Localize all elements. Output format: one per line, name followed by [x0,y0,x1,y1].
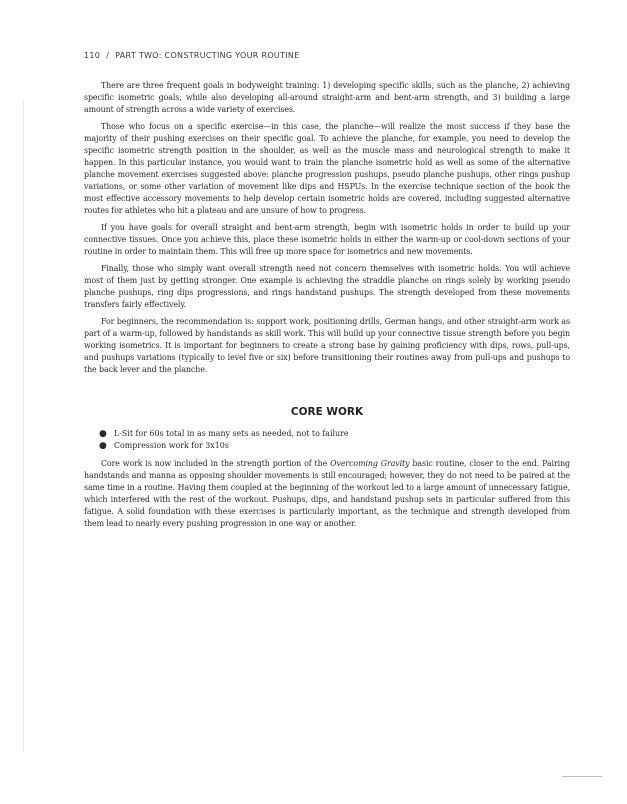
footer-rule [562,776,602,777]
list-item [84,440,570,452]
paragraph [84,458,570,530]
paragraph: Those who focus on a specific exercise—in this case, the planche—will realize the most success if they base the majority of their pushing exercises on their specific goal. To achieve the planche, for example, you need to develop the specific isometric strength position in the shoulder, as well as the muscle mass and neurological strength to make it happen. In this particular instance, you would want to train the planche isometric hold as well as some of the alternative planche movement exercises suggested above: planche progression pushups, pseudo planche pushups, other rings pushup variations, or some other variation of movement like dips and HSPUs. In the exercise technique section of the book the most effective accessory movements to help develop certain isometric holds are covered, including suggested alternative routes for athletes who hit a plateau and are unsure of how to progress. [84,122,570,215]
bullet-icon: ● [99,441,107,451]
list-item-text: L-Sit for 60s total in as many sets as needed, not to failure [114,429,349,438]
paragraph: Finally, those who simply want overall strength need not concern themselves with isometric holds. You will achieve most of them just by getting stronger. One example is achieving the straddle planche on rings solely by working pseudo planche pushups, ring dips progressions, and rings handstand pushups. The strength developed from these movements transfers fairly effectively. [84,264,570,309]
paragraph: There are three frequent goals in bodyweight training: 1) developing specific skills, such as the planche, 2) achieving specific isometric goals, while also developing all-around straight-arm and bent-arm strength, and 3) building a large amount of strength across a wide variety of exercises. [84,81,570,114]
paragraph: If you have goals for overall straight and bent-arm strength, begin with isometric holds in order to build up your connective tissues. Once you achieve this, place these isometric holds in either the warm-up or cool-down sections of your routine in order to maintain them. This will free up more space for isometrics and new movements. [84,223,570,256]
header-separator: / [106,51,110,60]
bullet-list [84,428,570,452]
page-number: 110 [84,51,101,60]
margin-rule [23,100,24,752]
book-title: Overcoming Gravity [330,459,410,468]
list-item-text: Compression work for 3x10s [114,441,229,450]
page-body [84,80,570,535]
paragraph-text: Core work is now included in the strength portion of the [101,459,331,468]
section-title: PART TWO: CONSTRUCTING YOUR ROUTINE [115,51,300,60]
section-heading: CORE WORK [290,406,364,418]
list-item [84,428,570,440]
running-header [84,51,300,60]
paragraph-text: basic routine, closer to the end. Pairing handstands and manna as opposing shoulder movements is still encouraged; however, they do not need to be paired at the same time in a routine. Having them coupled at the beginning of the workout led to a large amount of unnecessary fatigue, which interfered with the rest of the workout. Pushups, dips, and handstand pushup sets in particular suffered from this fatigue. A solid foundation with these exercises is particularly important, as the technique and strength developed from them lead to nearly every pushing progression in one way or another. [84,459,570,528]
bullet-icon: ● [99,429,107,439]
paragraph: For beginners, the recommendation is: support work, positioning drills, German hangs, and other straight-arm work as part of a warm-up, followed by handstands as skill work. This will build up your connective tissue strength before you begin working isometrics. It is important for beginners to create a strong base by gaining proficiency with dips, rows, pull-ups, and pushups variations (typically to level five or six) before transitioning their routines away from pull-ups and pushups to the back lever and the planche. [84,317,570,374]
